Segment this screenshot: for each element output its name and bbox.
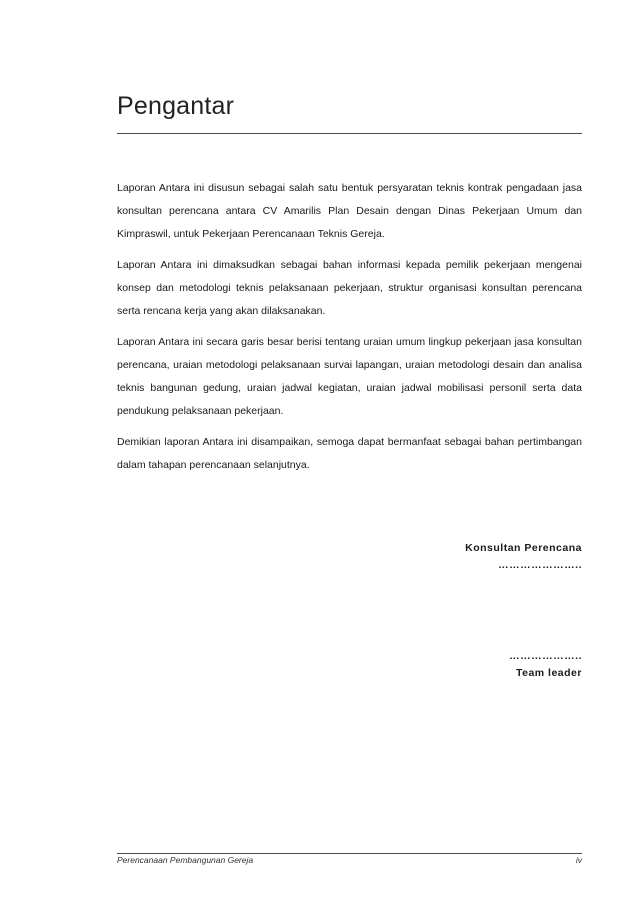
footer-page-number: iv <box>575 855 582 865</box>
person-signature-line: ……………….. <box>509 650 582 662</box>
footer-divider <box>117 853 582 854</box>
signature-person <box>509 648 582 682</box>
person-role: Team leader <box>515 667 582 679</box>
organization-label: Konsultan Perencana <box>465 542 582 554</box>
paragraph-3: Laporan Antara ini secara garis besar berisi tentang uraian umum lingkup pekerjaan jasa konsultan perencana, uraian metodologi pelaksanaan survai lapangan, uraian metodologi desain dan analisa teknis bangunan gedung, uraian jadwal kegiatan, uraian jadwal mobilisasi personil serta data pendukung pelaksanaan pekerjaan. <box>117 336 582 417</box>
title-divider <box>117 133 582 134</box>
paragraph-1: Laporan Antara ini disusun sebagai salah satu bentuk persyaratan teknis kontrak pengadaan jasa konsultan perencana antara CV Amarilis Plan Desain dengan Dinas Pekerjaan Umum dan Kimpraswil, untuk Pekerjaan Perencanaan Teknis Gereja. <box>117 182 582 240</box>
organization-signature-line: ………………….. <box>498 559 582 571</box>
footer-document-title: Perencanaan Pembangunan Gereja <box>117 855 254 865</box>
page-title: Pengantar <box>117 92 235 120</box>
paragraph-2: Laporan Antara ini dimaksudkan sebagai bahan informasi kepada pemilik pekerjaan mengenai konsep dan metodologi teknis pelaksanaan pekerjaan, struktur organisasi konsultan perencana serta rencana kerja yang akan dilaksanakan. <box>117 259 582 317</box>
paragraph-4: Demikian laporan Antara ini disampaikan, semoga dapat bermanfaat sebagai bahan pertimbangan dalam tahapan perencanaan selanjutnya. <box>117 436 582 471</box>
body-text <box>117 177 582 485</box>
signature-organization <box>465 540 582 574</box>
